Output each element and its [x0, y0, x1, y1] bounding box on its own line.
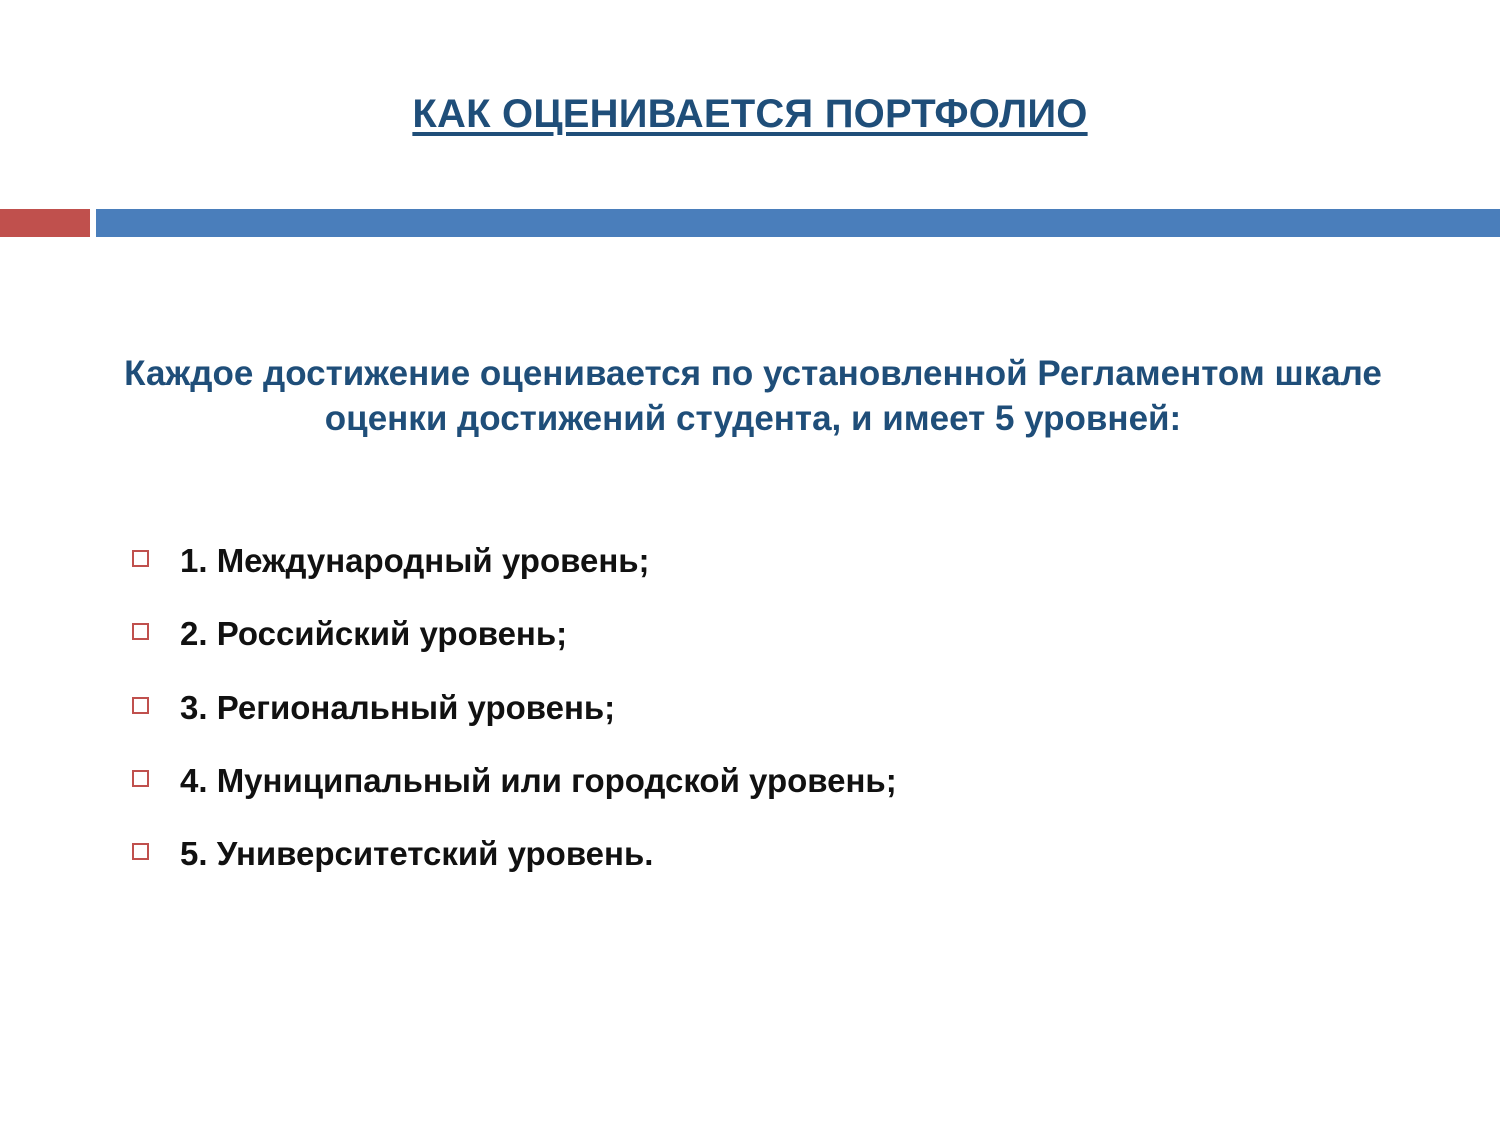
list-item [120, 613, 1420, 654]
list-item-label: 2. Российский уровень; [180, 615, 568, 653]
accent-bar-right [96, 209, 1500, 237]
square-bullet-icon [132, 770, 149, 787]
list-item-label: 3. Региональный уровень; [180, 688, 616, 726]
square-bullet-icon [132, 550, 149, 567]
square-bullet-icon [132, 843, 149, 860]
list-item-label: 5. Университетский уровень. [180, 835, 654, 872]
list-item-label: 1. Международный уровень; [180, 542, 650, 579]
accent-bar-left [0, 209, 90, 237]
page-title: КАК ОЦЕНИВАЕТСЯ ПОРТФОЛИО [412, 92, 1088, 136]
list-item [120, 833, 1420, 874]
square-bullet-icon [132, 697, 149, 714]
list-item [120, 687, 1420, 728]
list-item [120, 760, 1420, 801]
square-bullet-icon [132, 623, 149, 640]
levels-list [120, 540, 1420, 906]
list-item-label: 4. Муниципальный или городской уровень; [180, 761, 897, 799]
lead-paragraph: Каждое достижение оценивается по установленной Регламентом шкале оценки достижений студента, и имеет 5 уровней: [124, 354, 1382, 438]
list-item [120, 540, 1420, 581]
